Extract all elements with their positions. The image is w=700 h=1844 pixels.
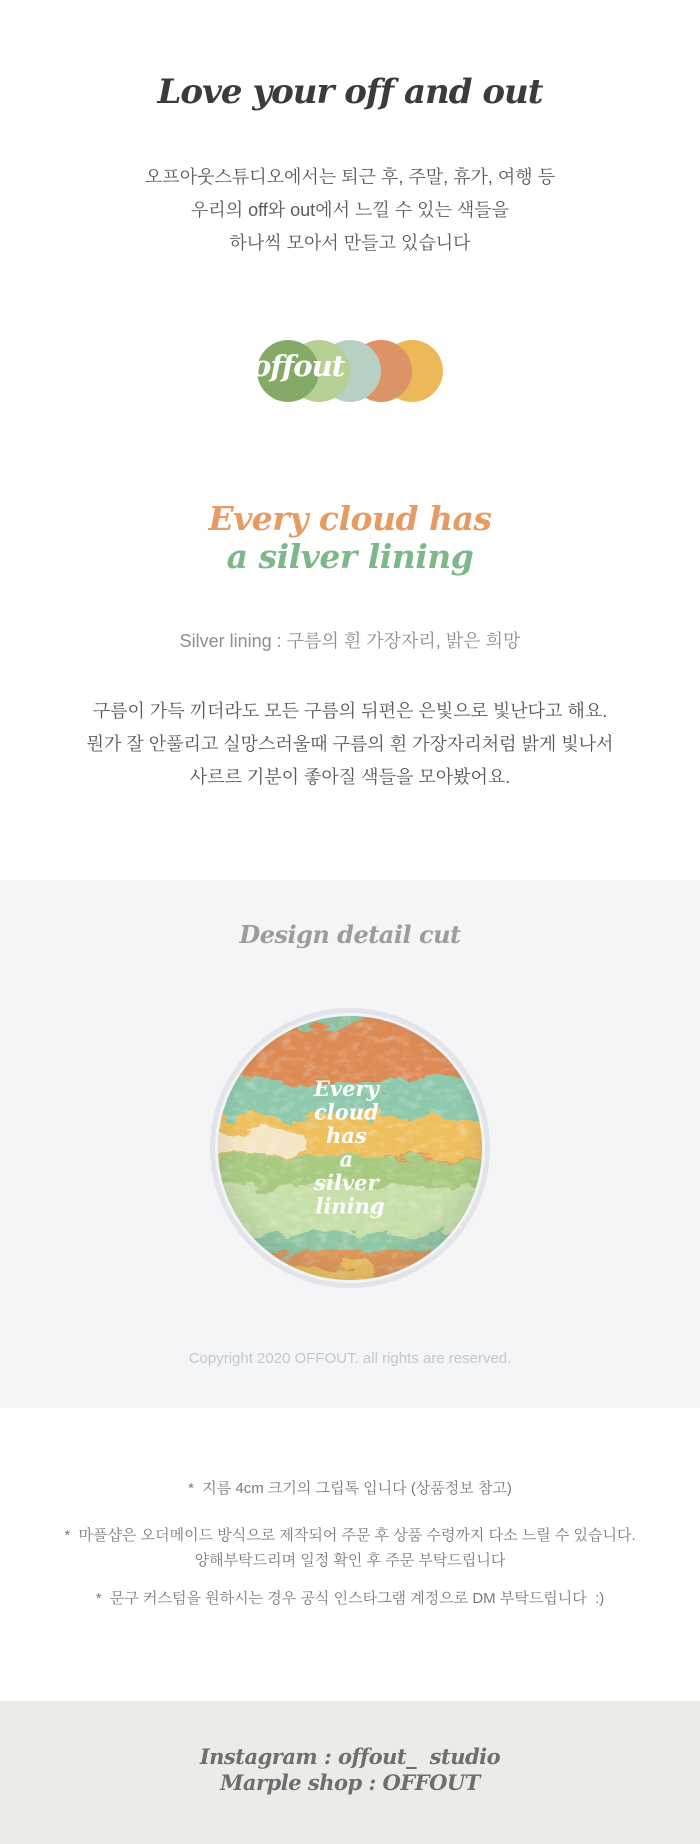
instagram-handle: Instagram : offout_ studio: [199, 1744, 501, 1769]
note-line: * 지름 4cm 크기의 그립톡 입니다 (상품정보 참고): [188, 1480, 512, 1497]
notes-section: [0, 1408, 700, 1701]
headline-line-1: Every cloud has: [208, 499, 492, 539]
copyright-notice: Copyright 2020 OFFOUT. all rights are reserved.: [188, 1350, 512, 1367]
note-line: * 마플샵은 오더메이드 방식으로 제작되어 주문 후 상품 수령까지 다소 느릴 수 있습니다.: [64, 1527, 636, 1544]
detail-heading: Design detail cut: [239, 920, 461, 949]
description-line: 뭔가 잘 안풀리고 실망스러울때 구름의 흰 가장자리처럼 밝게 빛나서: [86, 734, 614, 755]
offout-logo: [252, 340, 443, 402]
note-size: [0, 1476, 700, 1501]
griptok-product-image: [210, 1008, 490, 1288]
headline-line-2: a silver lining: [226, 537, 474, 577]
griptok-artwork: [210, 1008, 490, 1288]
logo-wordmark: offout: [252, 349, 345, 384]
intro-section: [0, 0, 700, 880]
griptok-phrase-text: Every cloud has a silver lining: [313, 1076, 385, 1219]
phrase-meaning: Silver lining : 구름의 흰 가장자리, 밝은 희망: [179, 631, 521, 652]
note-custom: [0, 1586, 700, 1611]
design-detail-section: [0, 880, 700, 1408]
intro-line: 하나씩 모아서 만들고 있습니다: [229, 233, 471, 254]
description-line: 사르르 기분이 좋아질 색들을 모아봤어요.: [189, 767, 511, 788]
page-title: Love your off and out: [157, 72, 543, 112]
brand-intro-paragraph: [0, 161, 700, 260]
product-headline: [0, 500, 700, 576]
footer-section: [0, 1701, 700, 1844]
product-description: [0, 695, 700, 794]
note-production: [0, 1523, 700, 1573]
intro-line: 오프아웃스튜디오에서는 퇴근 후, 주말, 휴가, 여행 등: [144, 167, 556, 188]
intro-line: 우리의 off와 out에서 느낄 수 있는 색들을: [190, 200, 510, 221]
note-line: 양해부탁드리며 일정 확인 후 주문 부탁드립니다: [194, 1552, 506, 1569]
marple-shop-name: Marple shop : OFFOUT: [220, 1770, 480, 1795]
description-line: 구름이 가득 끼더라도 모든 구름의 뒤편은 은빛으로 빛난다고 해요.: [92, 701, 608, 722]
note-line: * 문구 커스텀을 원하시는 경우 공식 인스타그램 계정으로 DM 부탁드립니다 :): [95, 1590, 605, 1607]
